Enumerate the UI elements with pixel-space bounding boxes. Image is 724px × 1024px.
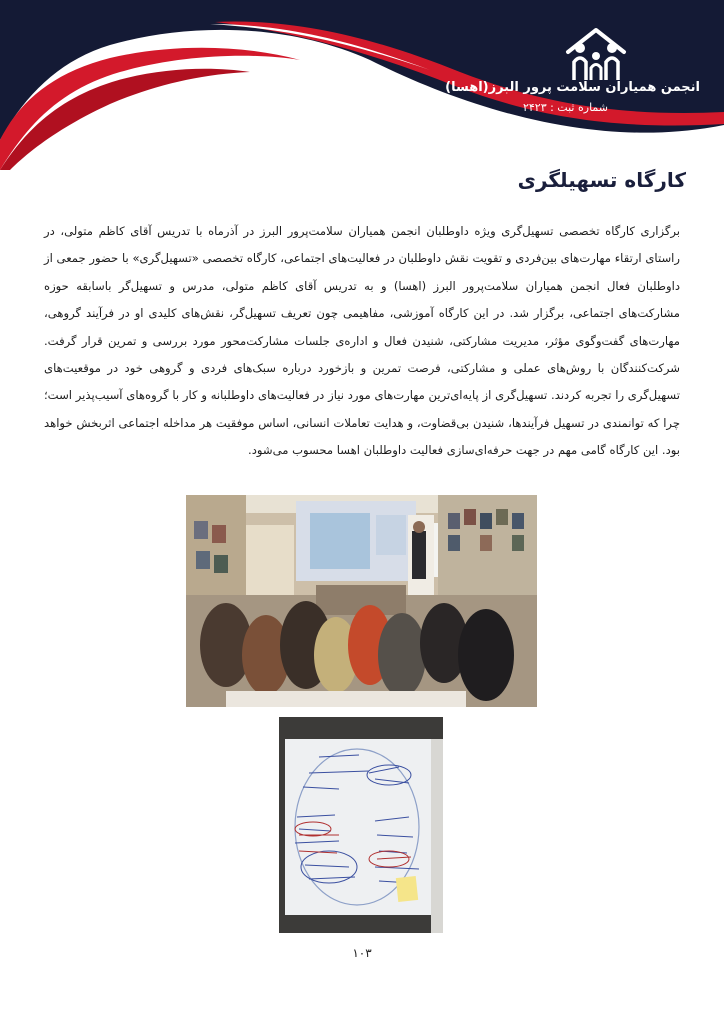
header-banner	[0, 0, 724, 170]
family-house-logo-icon	[564, 26, 628, 82]
page-number: ۱۰۳	[352, 946, 372, 960]
registration-number: شماره ثبت : ۲۴۲۳	[522, 101, 608, 114]
org-name: انجمن همیاران سلامت پرور البرز(اهسا)	[445, 80, 700, 95]
whiteboard-mindmap-photo	[279, 717, 443, 933]
workshop-session-photo	[186, 495, 537, 707]
article-title: کارگاه تسهیلگری	[517, 168, 686, 192]
article-body: برگزاری کارگاه تخصصی تسهیل‌گری ویژه داوطلبان انجمن همیاران سلامت‌پرور البرز در آذرماه با تدریس آقای کاظم متولی، در راستای ارتقاء مهارت‌های بین‌فردی و تقویت نقش داوطلبان در فعالیت‌های اجتماعی، کارگاه تخصصی «تسهیل‌گری» با حضور جمعی از داوطلبان فعال انجمن همیاران سلامت‌پرور البرز (اهسا) و به تدریس آقای کاظم متولی، مدرس و تسهیل‌گر باسابقه حوزه مشارکت‌های اجتماعی، برگزار شد. در این کارگاه آموزشی، مفاهیمی چون تعریف تسهیل‌گر، نقش‌های کلیدی او در فرآیند گروهی، مهارت‌های گفت‌وگوی مؤثر، مدیریت مشارکتی، شنیدن فعال و اداره‌ی جلسات مشارکت‌محور مورد بررسی و تمرین قرار گرفت. شرکت‌کنندگان با روش‌های عملی و مشارکتی، فرصت تمرین و بازخورد درباره سبک‌های فردی و گروهی خود در موقعیت‌های تسهیل‌گری را تجربه کردند. تسهیل‌گری از پایه‌ای‌ترین مهارت‌های مورد نیاز در فعالیت‌های داوطلبانه و کار با گروه‌های آسیب‌پذیر است؛ چرا که توانمندی در تسهیل فرآیندها، شنیدن بی‌قضاوت، و هدایت تعاملات انسانی، اساس موفقیت هر مداخله اجتماعی اثربخش خواهد بود. این کارگاه گامی مهم در جهت حرفه‌ای‌سازی فعالیت داوطلبان اهسا محسوب می‌شود.	[44, 224, 680, 458]
